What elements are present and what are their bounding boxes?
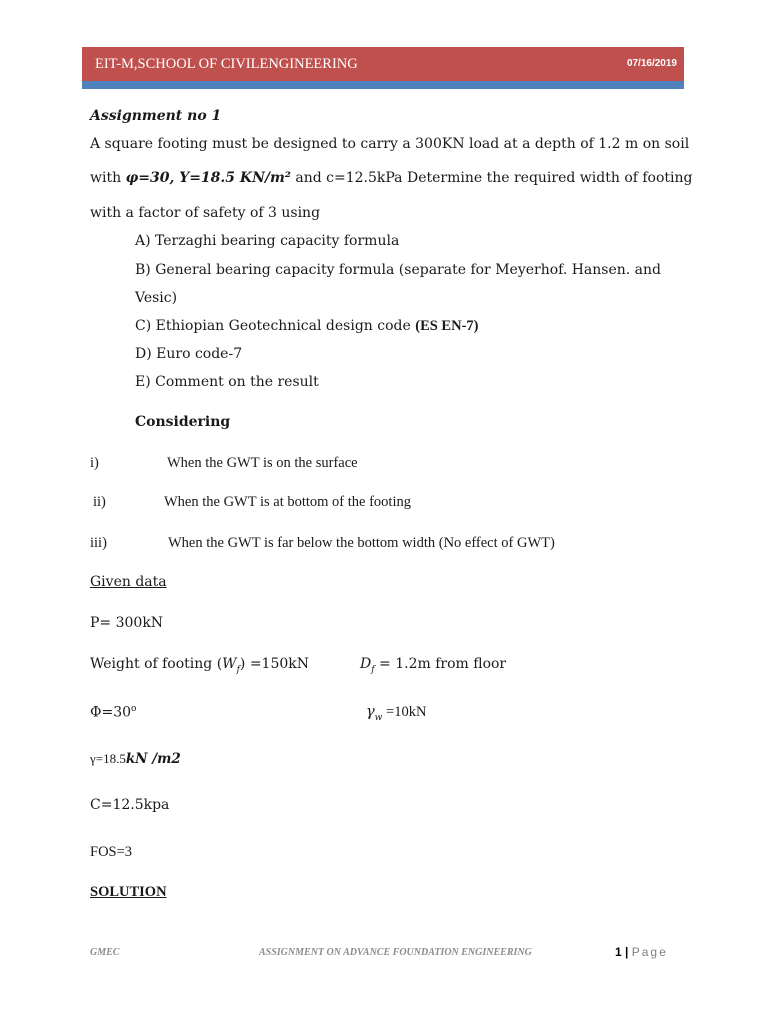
assignment-heading: Assignment no 1 [90,108,222,124]
item-e: E) Comment on the result [135,374,319,390]
case-2-num: ii) [93,494,106,510]
depth-value: = 1.2m from floor [374,656,507,672]
problem-line-2 [90,170,693,186]
given-friction-angle [90,704,136,721]
given-water-unit-weight [366,704,426,723]
problem-line-3: with a factor of safety of 3 using [90,205,321,221]
case-3-text: When the GWT is far below the bottom width (No effect of GWT) [168,535,555,551]
problem-line-1: A square footing must be designed to carry a 300KN load at a depth of 1.2 m on soil [90,136,690,152]
phi-value: φ=30, [125,170,180,186]
item-d: D) Euro code-7 [135,346,243,362]
footing-weight-label: Weight of footing ( [90,656,223,672]
footing-weight-symbol: W [222,656,237,672]
case-3-num: iii) [90,535,107,551]
header-title: EIT-M,SCHOOL OF CIVILENGINEERING [95,56,358,72]
given-unit-weight [90,751,181,768]
depth-subscript: f [371,664,375,675]
header-bar [82,47,684,81]
given-footing-weight [90,656,309,675]
item-b: B) General bearing capacity formula (separate for Meyerhof. Hansen. and [135,262,662,278]
unit-weight-unit: kN /m2 [125,751,181,767]
water-unit-weight-subscript: w [374,712,383,723]
case-2-text: When the GWT is at bottom of the footing [164,494,411,510]
item-a: A) Terzaghi bearing capacity formula [135,233,400,249]
footer-center: ASSIGNMENT ON ADVANCE FOUNDATION ENGINEERING [259,947,532,958]
given-data-heading: Given data [90,574,167,590]
unit-weight-value-text: γ=18.5 [90,751,126,766]
item-b-cont: Vesic) [135,290,178,306]
case-1-text: When the GWT is on the surface [167,455,358,471]
header-stripe [82,81,684,89]
solution-heading: SOLUTION [90,884,167,900]
page-separator: | [621,945,632,959]
water-unit-weight-symbol: γ [366,704,375,720]
water-unit-weight-value: =10kN [382,704,427,720]
item-c [135,318,478,335]
footing-weight-subscript: f [236,664,240,675]
unit-weight-value: Y=18.5 KN/m² [179,170,291,186]
footing-weight-value: ) =150kN [239,656,310,672]
depth-symbol: D [360,656,372,672]
case-1-num: i) [90,455,99,471]
given-fos: FOS=3 [90,844,133,860]
friction-angle-value: Φ=30 [90,704,132,721]
problem-with: with [90,170,126,186]
item-c-text: C) Ethiopian Geotechnical design code [135,318,416,334]
item-c-code: (ES EN-7) [415,318,479,334]
page-number-value: 1 [615,945,622,959]
problem-line-2-rest: and c=12.5kPa Determine the required width of footing [290,170,693,186]
page-number [615,945,668,959]
given-cohesion: C=12.5kpa [90,797,170,813]
footer-left: GMEC [90,947,120,958]
given-load: P= 300kN [90,615,164,631]
considering-heading: Considering [135,414,231,430]
header-date: 07/16/2019 [626,58,677,69]
degree-symbol: o [131,704,137,714]
page-label: Page [631,945,668,959]
given-depth [360,656,506,675]
